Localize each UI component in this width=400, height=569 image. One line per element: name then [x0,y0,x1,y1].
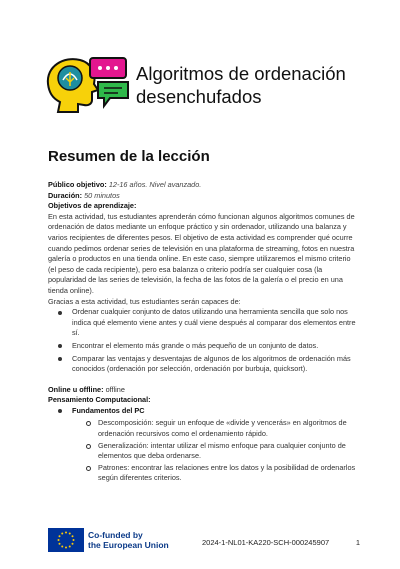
ct-list [48,406,360,417]
eu-funding-text [88,530,169,550]
page-number: 1 [355,538,360,547]
section-title: Resumen de la lección [48,148,210,165]
list-item: Encontrar el elemento más grande o más pequeño de un conjunto de datos. [48,341,360,352]
audience-label: Público objetivo: [48,180,107,189]
duration-label: Duración: [48,190,83,200]
title-line-1: Algoritmos de ordenación [136,63,346,84]
eu-line-1: Co-funded by [88,530,143,540]
objectives-list [48,307,360,375]
list-item: Descomposición: seguir un enfoque de «divide y vencerás» en algoritmos de ordenación recursivos como el ordenamiento rápido. [48,418,360,439]
ct-fundamentals-label: Fundamentos del PC [72,405,145,415]
online-line [48,385,360,396]
eu-line-2: the European Union [88,540,169,550]
list-item: Ordenar cualquier conjunto de datos utilizando una herramienta sencilla que solo nos indica qué elemento viene antes y cuál viene después al comparar dos elementos entre sí. [48,307,360,339]
ct-sub-list [48,418,360,484]
ct-label: Pensamiento Computacional: [48,395,151,405]
list-item [48,406,360,417]
duration-line [48,191,360,202]
online-value: offline [105,384,125,394]
list-item: Generalización: intentar utilizar el mismo enfoque para cualquier conjunto de elementos que deba ordenarse. [48,441,360,462]
objectives-intro: Gracias a esta actividad, tus estudiantes serán capaces de: [48,296,241,306]
list-item: Comparar las ventajas y desventajas de algunos de los algoritmos de ordenación más conocidos (ordenación por selección, ordenación por burbuja, quicksort). [48,354,360,375]
document-title [136,62,346,108]
objectives-label: Objetivos de aprendizaje: [48,201,137,211]
logo-icon [44,54,132,114]
list-item: Patrones: encontrar las relaciones entre los datos y la posibilidad de ordenarlos según diferentes criterios. [48,463,360,484]
duration-value: 50 minutos [84,190,120,200]
eu-flag-icon [48,528,84,552]
audience-line [48,180,360,191]
online-label: Online u offline: [48,384,104,394]
objectives-text: En esta actividad, tus estudiantes aprenderán cómo funcionan algunos algoritmos comunes de ordenación de datos mediante un enfoque práctico y sin ordenador, utilizando una balanza y varios recipientes de diferentes pesos. El objetivo de esta actividad es comprender qué ocurre cuando pedimos ordenar series de televisión en una plataforma de streaming, fotos en nuestra galería o productos en una tienda online. En este caso, siempre utilizaremos el mismo criterio (el peso de cada recipiente), pero esa balanza o criterio podría ser cualquier cosa (la popularidad de las series de televisión, la fecha de las fotos de la galería o el precio en una tienda online). [48,211,355,295]
page-footer [48,524,360,554]
audience-value: 12-16 años. Nivel avanzado. [108,180,202,189]
title-line-2: desenchufados [136,86,262,107]
project-code: 2024-1-NL01-KA220-SCH-000245907 [202,538,330,547]
lesson-summary [48,180,360,485]
document-header [44,54,374,114]
